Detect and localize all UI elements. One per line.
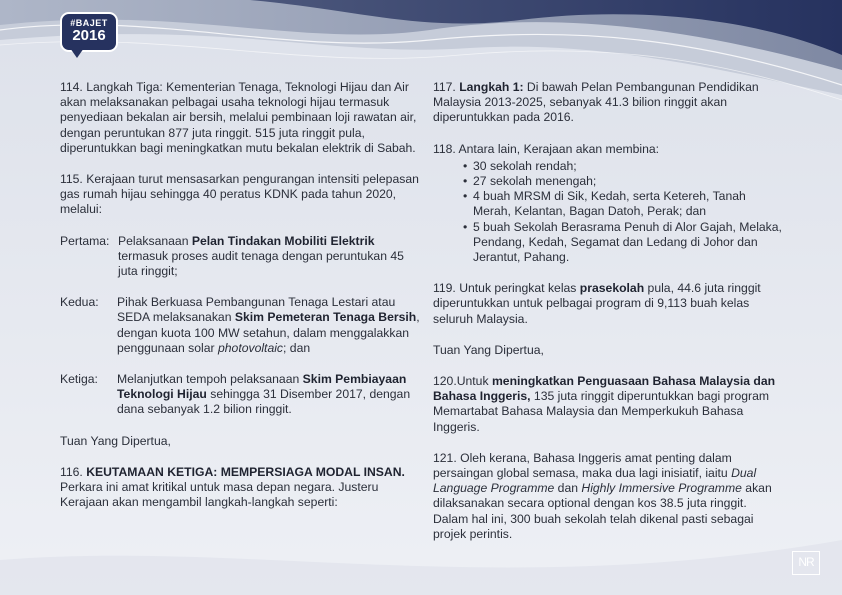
paragraph-120: 120.Untuk meningkatkan Penguasaan Bahasa Malaysia dan Bahasa Inggeris, 135 juta ringgit diperuntukkan bagi program Memartabat Bahasa Malaysia dan Memperkukuh Bahasa Inggeris. [433, 374, 776, 434]
photovoltaic-term: photovoltaic [217, 340, 284, 355]
paragraph-118: 118. Antara lain, Kerajaan akan membina: [433, 141, 660, 156]
logo-hashtag: #BAJET [70, 18, 108, 28]
list-item: • 4 buah MRSM di Sik, Kedah, serta Ketereh, Tanah Merah, Kelantan, Bagan Datoh, Perak; dan [463, 189, 785, 219]
salutation-right: Tuan Yang Dipertua, [433, 342, 544, 357]
item-ketiga-body: Melanjutkan tempoh pelaksanaan Skim Pembiayaan Teknologi Hijau sehingga 31 Disember 2017, dengan dana sebanyak 1.2 bilion ringgit. [117, 372, 411, 417]
bahasa-heading: meningkatkan Penguasaan Bahasa Malaysia dan Bahasa Inggeris, [433, 374, 776, 404]
skim-pembiayaan-teknologi-hijau: Skim Pembiayaan Teknologi Hijau [117, 372, 407, 402]
keutamaan-ketiga-heading: KEUTAMAAN KETIGA: MEMPERSIAGA MODAL INSAN. [86, 464, 405, 479]
bajet-2016-logo [60, 12, 120, 62]
item-ketiga [60, 372, 420, 418]
dual-language-programme: Dual Language Programme [433, 466, 757, 496]
pelan-mobiliti-elektrik: Pelan Tindakan Mobiliti Elektrik [191, 233, 375, 248]
list-item: • 5 buah Sekolah Berasrama Penuh di Alor Gajah, Melaka, Pendang, Kedah, Segamat dan Ledang di Johor dan Jerantut, Pahang. [463, 220, 785, 266]
paragraph-115: 115. Kerajaan turut mensasarkan pengurangan intensiti pelepasan gas rumah hijau sehingga 40 peratus KDNK pada tahun 2020, melalui: [60, 172, 419, 217]
item-kedua-body: Pihak Berkuasa Pembangunan Tenaga Lestari atau SEDA melaksanakan Skim Pemeteran Tenaga Bersih, dengan kuota 100 MW setahun, dalam menggalakkan penggunaan solar photovoltaic; dan [117, 295, 420, 355]
item-ketiga-label: Ketiga: [60, 372, 98, 387]
item-pertama [60, 234, 420, 280]
item-pertama-body: Pelaksanaan Pelan Tindakan Mobiliti Elektrik termasuk proses audit tenaga dengan peruntukan 45 juta ringgit; [118, 233, 404, 279]
item-kedua [60, 295, 420, 356]
logo-speech-tail [70, 48, 84, 58]
salutation-left: Tuan Yang Dipertua, [60, 433, 171, 448]
langkah-1-label: Langkah 1: [459, 80, 524, 94]
list-item: • 30 sekolah rendah; [463, 159, 785, 174]
logo-badge [60, 12, 118, 52]
logo-year: 2016 [72, 27, 106, 44]
school-list [463, 159, 785, 265]
right-column [433, 80, 785, 558]
list-item: • 27 sekolah menengah; [463, 174, 785, 189]
paragraph-117: 117. Langkah 1: Di bawah Pelan Pembangunan Pendidikan Malaysia 2013-2025, sebanyak 41.3 bilion ringgit akan diperuntukkan pada 2016. [433, 80, 759, 125]
left-column [60, 80, 420, 526]
highly-immersive-programme: Highly Immersive Programme [581, 481, 742, 496]
prasekolah-term: prasekolah [579, 281, 645, 296]
nr-watermark-logo: NR [792, 551, 820, 575]
paragraph-116: 116. KEUTAMAAN KETIGA: MEMPERSIAGA MODAL INSAN. Perkara ini amat kritikal untuk masa depan negara. Justeru Kerajaan akan mengambil langkah-langkah seperti: [60, 464, 405, 510]
item-pertama-label: Pertama: [60, 233, 110, 248]
paragraph-119: 119. Untuk peringkat kelas prasekolah pula, 44.6 juta ringgit diperuntukkan untuk pelbagai program di 9,113 buah kelas seluruh Malaysia. [433, 281, 761, 326]
item-kedua-label: Kedua: [60, 295, 99, 310]
skim-pemeteran-tenaga-bersih: Skim Pemeteran Tenaga Bersih [234, 310, 417, 325]
paragraph-114: 114. Langkah Tiga: Kementerian Tenaga, Teknologi Hijau dan Air akan melaksanakan pelbagai usaha teknologi hijau termasuk penyediaan bekalan air bersih, melalui pembinaan loji rawatan air, dengan peruntukan 877 juta ringgit. 515 juta ringgit pula, diperuntukkan bagi meningkatkan mutu bekalan elektrik di Sabah. [60, 80, 417, 155]
paragraph-121: 121. Oleh kerana, Bahasa Inggeris amat penting dalam persaingan global semasa, maka dua lagi inisiatif, iaitu Dual Language Programme dan Highly Immersive Programme akan dilaksanakan secara optional dengan kos 38.5 juta ringgit. Dalam hal ini, 300 buah sekolah telah dikenal pasti sebagai projek perintis. [433, 450, 772, 541]
